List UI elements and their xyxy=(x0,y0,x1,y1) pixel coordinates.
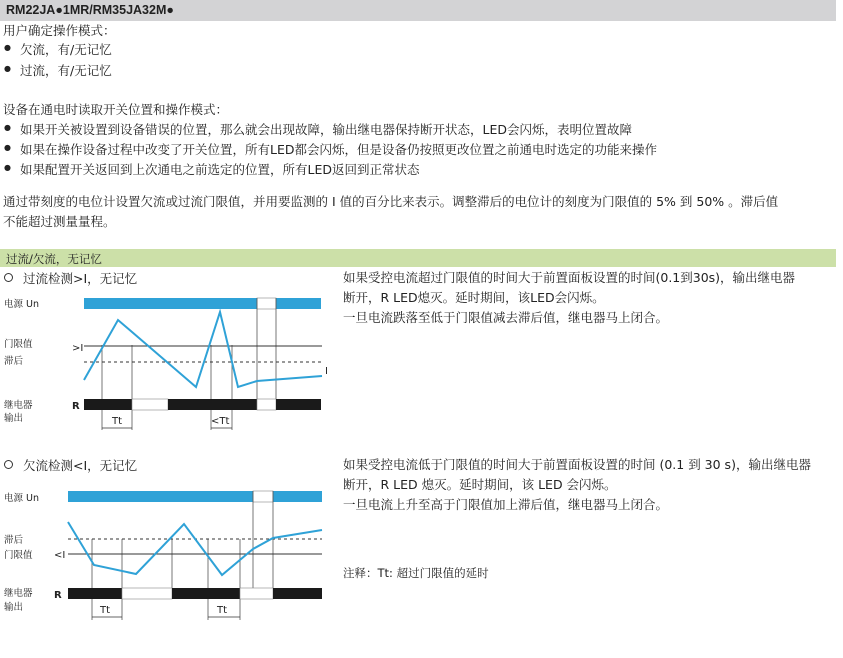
mode-item: ● 过流，有/无记忆 xyxy=(20,61,112,79)
relay-on-segment xyxy=(276,399,321,410)
startup-lead: 设备在通电时读取开关位置和操作模式： xyxy=(3,102,229,117)
relay-on-segment xyxy=(172,588,240,599)
output-label: 输出 xyxy=(4,602,24,613)
threshold-label: 门限值 xyxy=(4,550,33,561)
tt-label: <Tt xyxy=(211,416,230,427)
relay-on-segment xyxy=(273,588,322,599)
tt-label: Tt xyxy=(217,605,228,616)
section-bar xyxy=(0,249,836,267)
circle-bullet-icon xyxy=(4,273,13,282)
relay-on-segment xyxy=(84,399,132,410)
undercurrent-description: 如果受控电流低于门限值的时间大于前置面板设置的时间 (0.1 到 30 s)，输出继电器 断开，R LED 熄灭。延时期间，该 LED 会闪烁。 一旦电流上升至高于门限值加上滞后值，继电器马上闭合。 xyxy=(343,457,811,512)
relay-r-label: R xyxy=(72,401,80,412)
current-waveform xyxy=(84,312,322,387)
current-label: I xyxy=(325,366,328,377)
threshold-text-line: 通过带刻度的电位计设置欠流或过流门限值，并用要监测的 I 值的百分比来表示。调整滞后的电位计的刻度为门限值的 5% 到 50% 。滞后值 xyxy=(3,194,779,209)
hysteresis-label: 滞后 xyxy=(4,535,24,546)
power-label: 电源 Un xyxy=(4,493,39,504)
relay-label: 继电器 xyxy=(4,400,33,411)
mode-item: ● 欠流，有/无记忆 xyxy=(20,40,112,58)
hysteresis-label: 滞后 xyxy=(4,356,24,367)
power-label: 电源 Un xyxy=(4,299,39,310)
relay-off-segment xyxy=(257,399,276,410)
overcurrent-heading: 过流检测>I，无记忆 xyxy=(4,269,137,287)
power-bar xyxy=(273,491,322,502)
power-bar xyxy=(276,298,321,309)
section-title: 过流/欠流，无记忆 xyxy=(6,252,102,266)
power-bar xyxy=(68,491,253,502)
startup-item: ● 如果在操作设备过程中改变了开关位置，所有LED都会闪烁，但是设备仍按照更改位置之前通电时选定的功能来操作 xyxy=(20,140,657,158)
relay-off-segment xyxy=(122,588,172,599)
relay-label: 继电器 xyxy=(4,588,33,599)
product-title: RM22JA●1MR/RM35JA32M● xyxy=(6,3,174,17)
relay-off-segment xyxy=(240,588,273,599)
circle-bullet-icon xyxy=(4,460,13,469)
power-bar xyxy=(84,298,257,309)
threshold-symbol: <I xyxy=(54,550,66,561)
relay-on-segment xyxy=(68,588,122,599)
note: 注释：Tt: 超过门限值的延时 xyxy=(343,566,489,580)
relay-r-label: R xyxy=(54,590,62,601)
output-label: 输出 xyxy=(4,413,24,424)
threshold-symbol: >I xyxy=(72,343,84,354)
relay-on-segment xyxy=(168,399,257,410)
power-gap xyxy=(253,491,273,502)
startup-item: ● 如果配置开关返回到上次通电之前选定的位置，所有LED返回到正常状态 xyxy=(20,160,420,178)
relay-off-segment xyxy=(132,399,168,410)
threshold-text-line: 不能超过测量量程。 xyxy=(3,214,116,229)
power-gap xyxy=(257,298,276,309)
tt-label: Tt xyxy=(100,605,111,616)
tt-label: Tt xyxy=(112,416,123,427)
current-waveform xyxy=(68,522,322,575)
overcurrent-description: 如果受控电流超过门限值的时间大于前置面板设置的时间(0.1到30s)，输出继电器 断开，R LED熄灭。延时期间，该LED会闪烁。 一旦电流跌落至低于门限值减去滞后值，继电器马上闭合。 xyxy=(343,270,796,325)
intro-lead: 用户确定操作模式： xyxy=(3,23,116,38)
threshold-label: 门限值 xyxy=(4,339,33,350)
undercurrent-heading: 欠流检测<I，无记忆 xyxy=(4,456,137,474)
startup-item: ● 如果开关被设置到设备错误的位置，那么就会出现故障，输出继电器保持断开状态，LED会闪烁，表明位置故障 xyxy=(20,120,632,138)
overcurrent-timing-diagram xyxy=(60,290,335,440)
undercurrent-timing-diagram xyxy=(44,484,329,634)
